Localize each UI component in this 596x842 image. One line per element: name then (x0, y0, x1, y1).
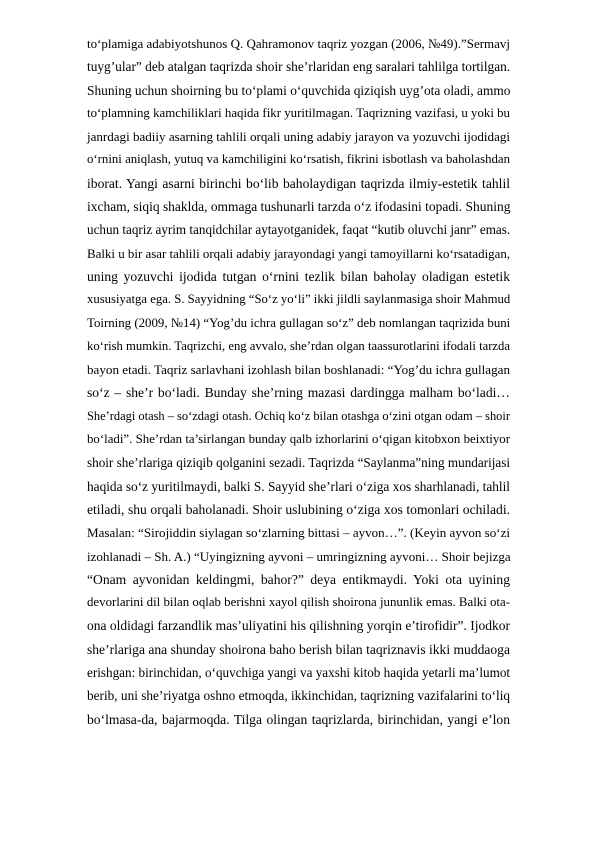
text-line: iborat. Yangi asarni birinchi bo‘lib baholaydigan taqrizda ilmiy-estetik tahlil (87, 175, 510, 191)
text-line: ko‘rish mumkin. Taqrizchi, eng avvalo, she’rdan olgan taassurotlarini ifodali tarzda (87, 338, 510, 353)
text-line: etiladi, shu orqali baholanadi. Shoir uslubining o‘ziga xos tomonlari ochiladi. (87, 501, 510, 517)
text-line: bo‘lmasa-da, bajarmoqda. Tilga olingan taqrizlarda, birinchidan, yangi e’lon (87, 711, 510, 727)
text-line: uchun taqriz ayrim tanqidchilar aytayotganidek, faqat “kutib oluvchi janr” emas. (87, 222, 511, 238)
text-line: xususiyatga ega. S. Sayyidning “So‘z yo‘li” ikki jildli saylanmasiga shoir Mahmud (87, 292, 511, 307)
text-line: tuyg’ular” deb atalgan taqrizda shoir she’rlaridan eng saralari tahlilga tortilgan. (87, 59, 511, 75)
body-text (87, 32, 510, 731)
text-line: Shuning uchun shoirning bu to‘plami o‘quvchida qiziqish uyg’ota oladi, ammo (87, 82, 511, 98)
text-line: bo‘ladi”. She’rdan ta’sirlangan bunday qalb izhorlarini o‘qigan kitobxon beixtiyor (87, 432, 510, 447)
text-line: izohlanadi – Sh. A.) “Uyingizning ayvoni – umringizning ayvoni… Shoir bejizga (87, 548, 511, 564)
text-line: She’rdagi otash – so‘zdagi otash. Ochiq ko‘z bilan otashga o‘zini otgan odam – shoir (87, 408, 510, 423)
text-line: to‘plamiga adabiyotshunos Q. Qahramonov taqriz yozgan (2006, №49).”Sermavj (87, 36, 510, 51)
text-line: uning yozuvchi ijodida tutgan o‘rnini tezlik bilan baholay oladigan estetik (87, 268, 510, 284)
text-line: bayon etadi. Taqriz sarlavhani izohlash bilan boshlanadi: “Yog’du ichra gullagan (87, 362, 510, 378)
text-line: shoir she’rlariga qiziqib qolganini sezadi. Taqrizda “Saylanma”ning mundarijasi (87, 455, 510, 471)
text-line: ona oldidagi farzandlik mas’uliyatini his qilishning yorqin e’tirofidir”. Ijodkor (87, 618, 511, 634)
text-line: Toirning (2009, №14) “Yog’du ichra gullagan so‘z” deb nomlangan taqrizida buni (87, 315, 511, 330)
text-line: janrdagi badiiy asarning tahlili orqali uning adabiy jarayon va yozuvchi ijodidagi (87, 129, 510, 145)
text-line: devorlarini dil bilan oqlab berishni xayol qilish shoirona jununlik emas. Balki ota- (87, 595, 510, 610)
text-line: Balki u bir asar tahlili orqali adabiy jarayondagi yangi tamoyillarni ko‘rsatadigan, (87, 245, 511, 261)
text-line: berib, uni she’riyatga oshno etmoqda, ikkinchidan, taqrizning vazifalarini to‘liq (87, 688, 511, 704)
text-line: erishgan: birinchidan, o‘quvchiga yangi va yaxshi kitob haqida yetarli ma’lumot (87, 665, 511, 681)
text-line: so‘z – she’r bo‘ladi. Bunday she’rning mazasi dardingga malham bo‘ladi… (87, 385, 510, 401)
text-line: Masalan: “Sirojiddin siylagan so‘zlarning bittasi – ayvon…”. (Keyin ayvon so‘zi (87, 525, 510, 541)
text-line: she’rlariga ana shunday shoirona baho berish bilan taqriznavis ikki muddaoga (87, 641, 510, 657)
text-line: “Onam ayvonidan keldingmi, bahor?” deya entikmaydi. Yoki ota uyining (87, 571, 510, 587)
text-line: haqida so‘z yuritilmaydi, balki S. Sayyid she’rlari o‘ziga xos sharhlanadi, tahlil (87, 478, 510, 494)
text-line: ixcham, siqiq shaklda, ommaga tushunarli tarzda o‘z ifodasini topadi. Shuning (87, 199, 511, 215)
text-line: to‘plamning kamchiliklari haqida fikr yuritilmagan. Taqrizning vazifasi, u yoki bu (87, 105, 510, 120)
text-line: o‘rnini aniqlash, yutuq va kamchiligini ko‘rsatish, fikrini isbotlash va baholashdan (87, 152, 510, 167)
